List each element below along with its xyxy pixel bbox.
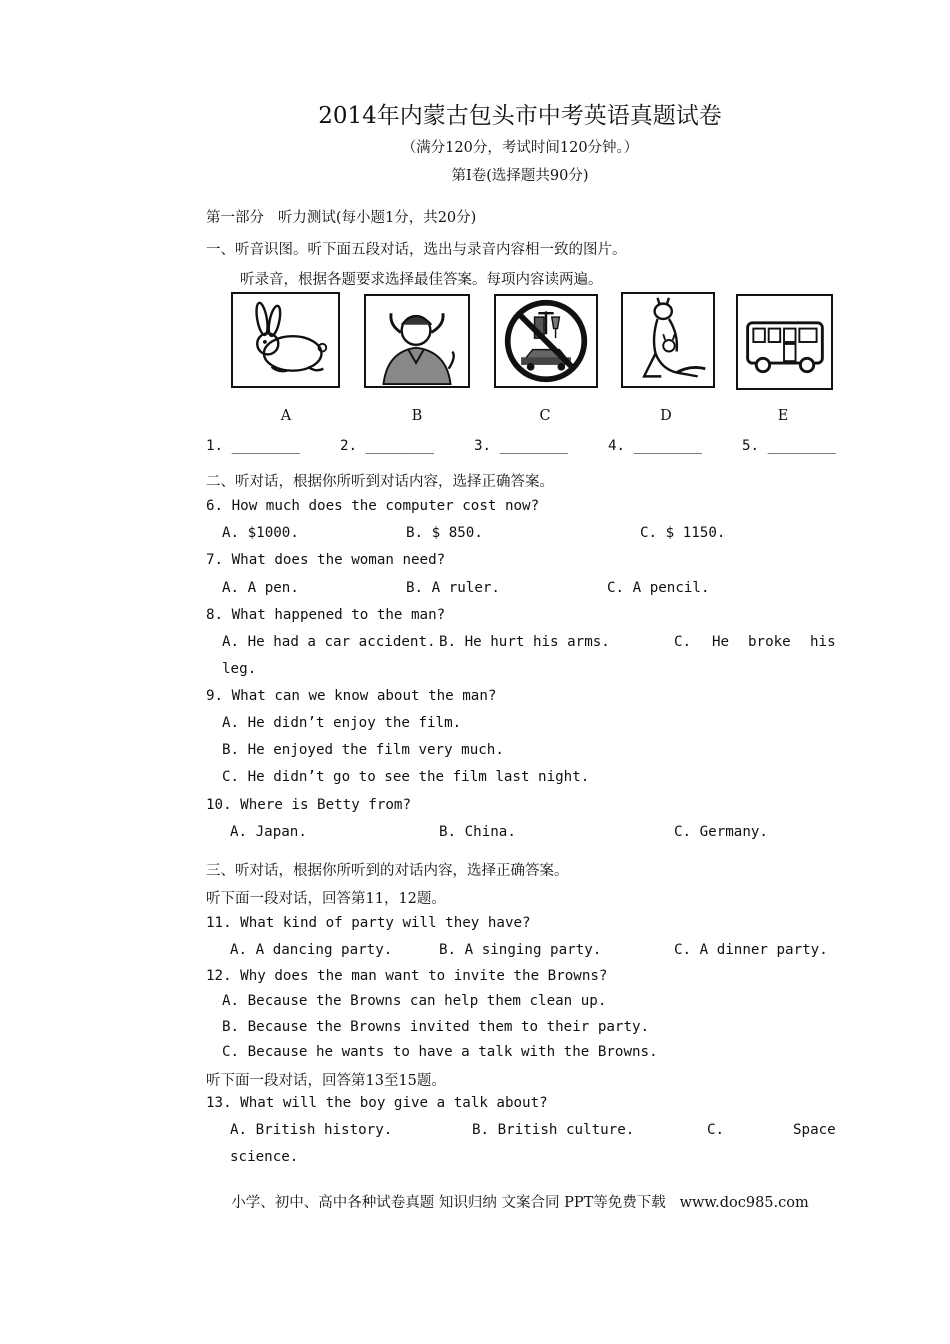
option-8b: B. He hurt his arms. [439,634,610,650]
option-6c: C. $ 1150. [640,525,726,541]
option-9c: C. He didn’t go to see the film last night. [222,769,590,785]
picture-label-d: D [660,408,672,424]
option-12c: C. Because he wants to have a talk with the Browns. [222,1044,658,1060]
picture-label-a: A [280,408,292,424]
option-13b: B. British culture. [472,1122,635,1138]
option-8a: A. He had a car accident. [222,634,436,650]
picture-a [231,292,340,388]
option-11b: B. A singing party. [439,942,602,958]
picture-label-c: C [539,408,551,424]
picture-label-e: E [777,408,789,424]
part1-heading: 第一部分 听力测试(每小题1分，共20分) [206,210,477,226]
exam-subtitle: （满分120分，考试时间120分钟。） [401,140,639,156]
option-9b: B. He enjoyed the film very much. [222,742,504,758]
answer-blank-1: 1. ________ [206,438,300,454]
option-13a: A. British history. [230,1122,393,1138]
question-6: 6. How much does the computer cost now? [206,498,540,514]
answer-blank-4: 4. ________ [608,438,702,454]
option-11c: C. A dinner party. [674,942,828,958]
option-12b: B. Because the Browns invited them to their party. [222,1019,650,1035]
option-10a: A. Japan. [230,824,307,840]
option-10c: C. Germany. [674,824,768,840]
rabbit-icon [233,294,338,386]
answer-blank-3: 3. ________ [474,438,568,454]
option-7b: B. A ruler. [406,580,500,596]
question-7: 7. What does the woman need? [206,552,446,568]
bus-icon [738,296,831,388]
question-9: 9. What can we know about the man? [206,688,497,704]
question-13: 13. What will the boy give a talk about? [206,1095,548,1111]
answer-blank-5: 5. ________ [742,438,836,454]
option-6b: B. $ 850. [406,525,483,541]
picture-d [621,292,715,388]
section3-note-2: 听下面一段对话，回答第13至15题。 [206,1073,446,1089]
question-10: 10. Where is Betty from? [206,797,411,813]
option-13c-part2: Space [793,1122,836,1138]
option-6a: A. $1000. [222,525,299,541]
option-8c-part1: C. [674,634,692,650]
headache-man-icon [366,296,468,386]
section2-title: 二、听对话，根据你所听到对话内容，选择正确答案。 [206,474,554,490]
option-8c-part3: broke [748,634,791,650]
picture-b [364,294,470,388]
exam-title: 2014年内蒙古包头市中考英语真题试卷 [318,103,722,129]
question-11: 11. What kind of party will they have? [206,915,531,931]
section1-instructions: 听录音，根据各题要求选择最佳答案。每项内容读两遍。 [240,272,603,288]
page-footer: 小学、初中、高中各种试卷真题 知识归纳 文案合同 PPT等免费下载 www.doc985.com [231,1195,809,1211]
picture-e [736,294,833,390]
option-7a: A. A pen. [222,580,299,596]
option-8c-part4: his [810,634,836,650]
option-13c-part3: science. [230,1149,299,1165]
picture-c [494,294,598,388]
question-8: 8. What happened to the man? [206,607,446,623]
option-13c-part1: C. [707,1122,725,1138]
option-8c-part2: He [712,634,730,650]
option-9a: A. He didn’t enjoy the film. [222,715,462,731]
exam-volume: 第Ⅰ卷(选择题共90分) [451,168,589,184]
kangaroo-icon [623,294,713,386]
no-drink-driving-icon [496,296,596,386]
picture-label-b: B [411,408,423,424]
option-7c: C. A pencil. [607,580,710,596]
section3-title: 三、听对话，根据你所听到的对话内容，选择正确答案。 [206,863,569,879]
option-11a: A. A dancing party. [230,942,393,958]
question-12: 12. Why does the man want to invite the Browns? [206,968,608,984]
option-12a: A. Because the Browns can help them clean up. [222,993,607,1009]
option-10b: B. China. [439,824,516,840]
option-8c-part5: leg. [222,661,257,677]
section1-title: 一、听音识图。听下面五段对话，选出与录音内容相一致的图片。 [206,242,627,258]
answer-blank-2: 2. ________ [340,438,434,454]
section3-note-1: 听下面一段对话，回答第11，12题。 [206,891,446,907]
